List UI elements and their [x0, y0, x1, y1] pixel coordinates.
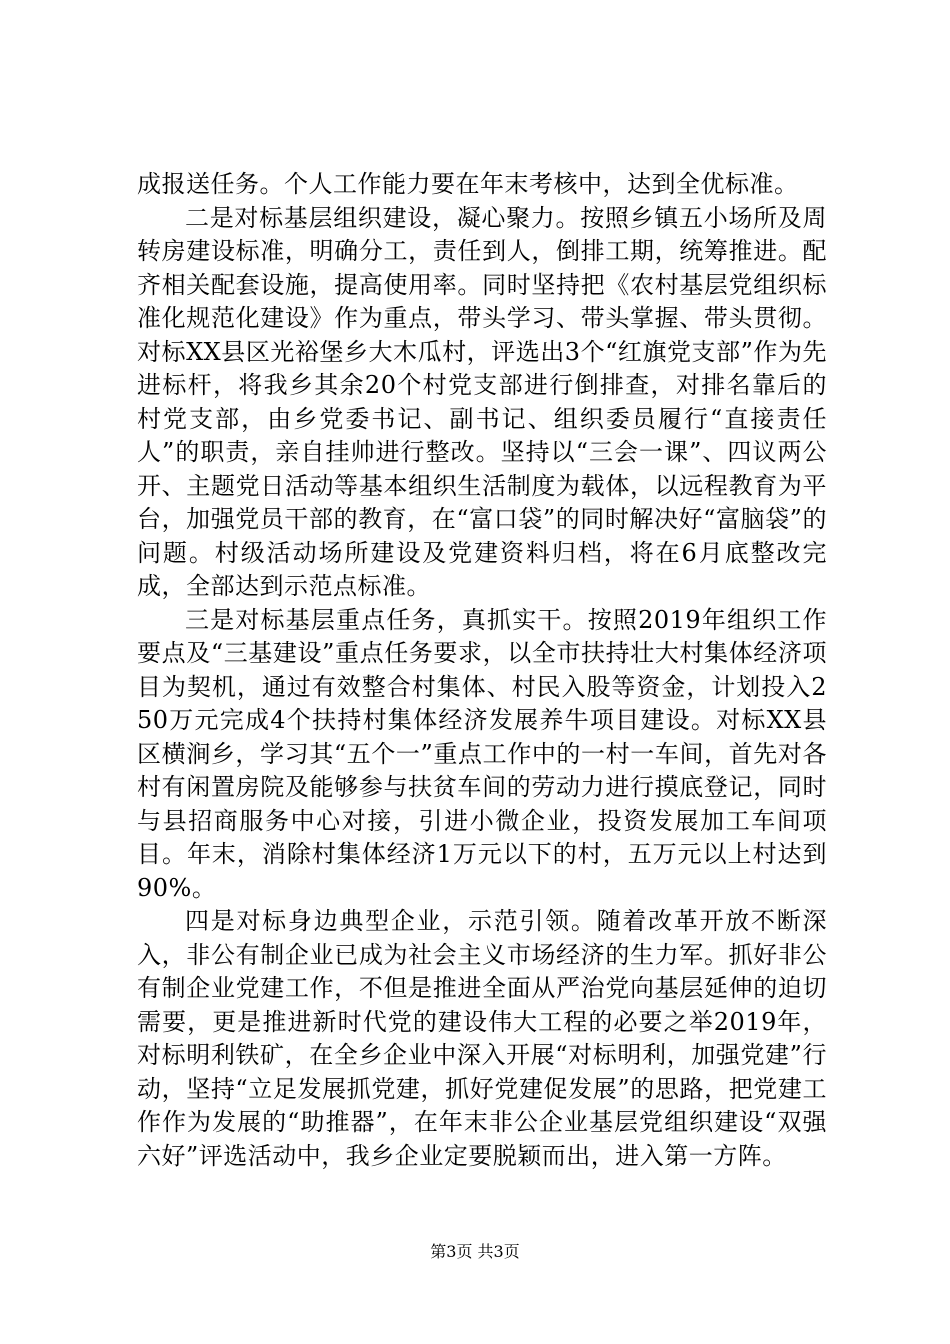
- paragraph-typical-enterprises: 四是对标身边典型企业，示范引领。随着改革开放不断深入，非公有制企业已成为社会主义市场经济的生力军。抓好非公有制企业党建工作，不但是推进全面从严治党向基层延伸的迫切需要，更是推进新时代党的建设伟大工程的必要之举2019年，对标明利铁矿，在全乡企业中深入开展“对标明利，加强党建”行动，坚持“立足发展抓党建，抓好党建促发展”的思路，把党建工作作为发展的“助推器”，在年末非公企业基层党组织建设“双强六好”评选活动中，我乡企业定要脱颖而出，进入第一方阵。: [137, 907, 827, 1170]
- paragraph-continuation: 成报送任务。个人工作能力要在年末考核中，达到全优标准。: [137, 170, 799, 198]
- paragraph-organization-building: 二是对标基层组织建设，凝心聚力。按照乡镇五小场所及周转房建设标准，明确分工，责任到人，倒排工期，统筹推进。配齐相关配套设施，提高使用率。同时坚持把《农村基层党组织标准化规范化建设》作为重点，带头学习、带头掌握、带头贯彻。对标XX县区光裕堡乡大木瓜村，评选出3个“红旗党支部”作为先进标杆，将我乡其余20个村党支部进行倒排查，对排名靠后的村党支部，由乡党委书记、副书记、组织委员履行“直接责任人”的职责，亲自挂帅进行整改。坚持以“三会一课”、四议两公开、主题党日活动等基本组织生活制度为载体，以远程教育为平台，加强党员干部的教育，在“富口袋”的同时解决好“富脑袋”的问题。村级活动场所建设及党建资料归档，将在6月底整改完成，全部达到示范点标准。: [137, 203, 827, 600]
- page-footer: 第3页 共3页: [430, 1242, 520, 1261]
- document-body: [137, 168, 827, 1173]
- paragraph-key-tasks: 三是对标基层重点任务，真抓实干。按照2019年组织工作要点及“三基建设”重点任务要求，以全市扶持壮大村集体经济项目为契机，通过有效整合村集体、村民入股等资金，计划投入250万元完成4个扶持村集体经济发展养牛项目建设。对标XX县区横涧乡，学习其“五个一”重点工作中的一村一车间，首先对各村有闲置房院及能够参与扶贫车间的劳动力进行摸底登记，同时与县招商服务中心对接，引进小微企业，投资发展加工车间项目。年末，消除村集体经济1万元以下的村，五万元以上村达到90%。: [137, 605, 827, 902]
